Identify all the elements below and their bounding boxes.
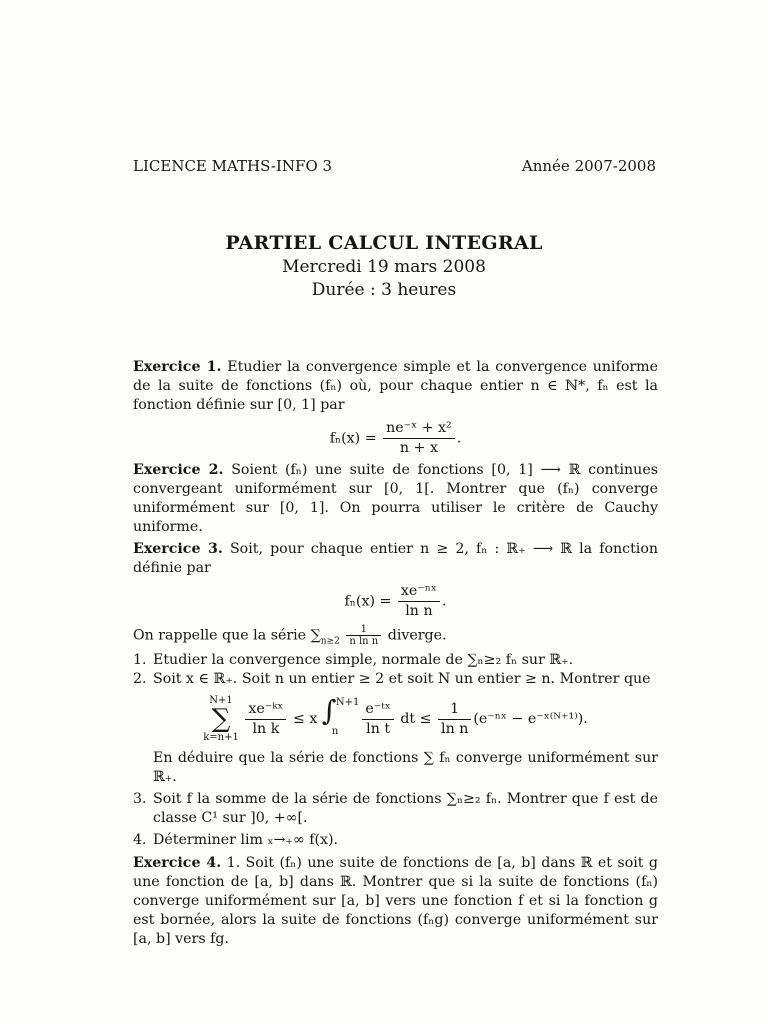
inequality-formula [133,695,658,743]
fraction-numerator: xe⁻ᵏˣ [245,700,286,720]
exercise-4-text: 1. Soit (fₙ) une suite de fonctions de [a, b] dans ℝ et soit g une fonction de [a, b] dans ℝ. Montrer que si la suite de fonctions (fₙ) converge uniformément sur [a, b] vers une fonction f et si la fonction g est bornée, alors la suite de fonctions (fₙg) converge uniformément sur [a, b] vers fg. [133,855,658,948]
integral-icon: ∫ [321,694,337,728]
item-number: 2. [133,671,147,688]
fraction-denominator: n ln n [349,636,379,647]
exercise-2 [133,461,658,537]
fraction-numerator: xe⁻ⁿˣ [398,582,440,602]
list-item [133,831,658,850]
exercise-4 [133,854,658,949]
fraction-denominator: ln t [366,720,391,737]
sigma-icon: ∑ [211,704,231,735]
formula-end: . [456,430,462,447]
exercise-1-text: Etudier la convergence simple et la convergence uniforme de la suite de fonctions (fₙ) où, pour chaque entier n ∈ ℕ*, fₙ est la fonction définie sur [0, 1] par [133,359,658,413]
fraction [398,582,440,621]
sum-upper-limit: N+1 [209,695,233,707]
reminder-subscript: n≥2 [320,636,340,647]
reminder-text-end: diverge. [387,627,447,644]
reminder-text: On rappelle que la série ∑ [133,627,321,644]
integral-dt: dt ≤ [400,711,432,728]
exercise-3-formula [133,582,658,621]
fraction [438,700,471,739]
fraction-denominator: ln n [405,603,433,619]
exercise-1-label: Exercice 1. [133,359,222,375]
title-block [0,232,768,300]
exercise-3 [133,540,658,578]
reminder-fraction [346,624,381,647]
exam-title: PARTIEL CALCUL INTEGRAL [225,232,543,254]
item-number: 4. [133,832,147,849]
exercise-1-formula [133,419,658,458]
list-item [133,670,658,689]
header-course: LICENCE MATHS-INFO 3 [133,157,333,175]
list-item [133,651,658,670]
formula-end: . [441,593,447,610]
sum-symbol [203,695,239,743]
item-text: Déterminer lim ₓ→₊∞ f(x). [153,832,339,849]
exercise-2-label: Exercice 2. [133,462,224,478]
exercise-3-text: Soit, pour chaque entier n ≥ 2, fₙ : ℝ₊ ⟶ ℝ la fonction définie par [133,541,659,576]
fraction [362,700,393,739]
series-reminder [133,624,658,651]
item-text: Soit x ∈ ℝ₊. Soit n un entier ≥ 2 et soit N un entier ≥ n. Montrer que [153,671,651,688]
header-year: Année 2007-2008 [521,157,656,175]
fraction-numerator: ne⁻ˣ + x² [383,419,455,439]
item-number: 1. [133,652,147,669]
fraction-denominator: ln k [252,720,280,737]
exam-duration: Durée : 3 heures [311,280,457,300]
exercise-3-questions-cont [133,790,658,850]
integral-lower-limit: n [331,726,339,738]
inequality-mid: ≤ x [292,711,318,728]
deduce-statement: En déduire que la série de fonctions ∑ fₙ converge uniformément sur ℝ₊. [153,750,658,786]
fraction-denominator: ln n [441,720,469,737]
fraction [245,700,286,739]
fraction-denominator: n + x [399,440,438,456]
formula-lhs: fₙ(x) = [329,430,377,447]
list-item [133,790,658,828]
integral-symbol [321,694,360,741]
exam-body [133,358,658,949]
fraction-numerator: 1 [346,624,381,636]
exercise-2-text: Soient (fₙ) une suite de fonctions [0, 1] ⟶ ℝ continues convergeant uniformément sur [0, 1[. Montrer que (fₙ) converge uniformément sur [0, 1]. On pourra utiliser le critère de Cauchy uniforme. [133,462,658,535]
exam-date: Mercredi 19 mars 2008 [282,257,486,277]
exercise-4-label: Exercice 4. [133,855,222,872]
sum-lower-limit: k=n+1 [203,732,239,744]
fraction [383,419,455,458]
fraction-numerator: e⁻ᵗˣ [362,700,393,720]
integral-upper-limit: N+1 [335,697,360,709]
item-text: Soit f la somme de la série de fonctions ∑ₙ≥₂ fₙ. Montrer que f est de classe C¹ sur ]0, +∞[. [153,791,658,827]
formula-lhs: fₙ(x) = [344,593,392,610]
fraction-numerator: 1 [438,700,471,720]
item-number: 3. [133,791,147,808]
exercise-3-questions [133,651,658,689]
item-text: Etudier la convergence simple, normale de ∑ₙ≥₂ fₙ sur ℝ₊. [153,652,574,669]
exercise-3-label: Exercice 3. [133,541,223,557]
inequality-rhs: (e⁻ⁿˣ − e⁻ˣ⁽ᴺ⁺¹⁾). [473,711,588,728]
exercise-1 [133,358,658,415]
